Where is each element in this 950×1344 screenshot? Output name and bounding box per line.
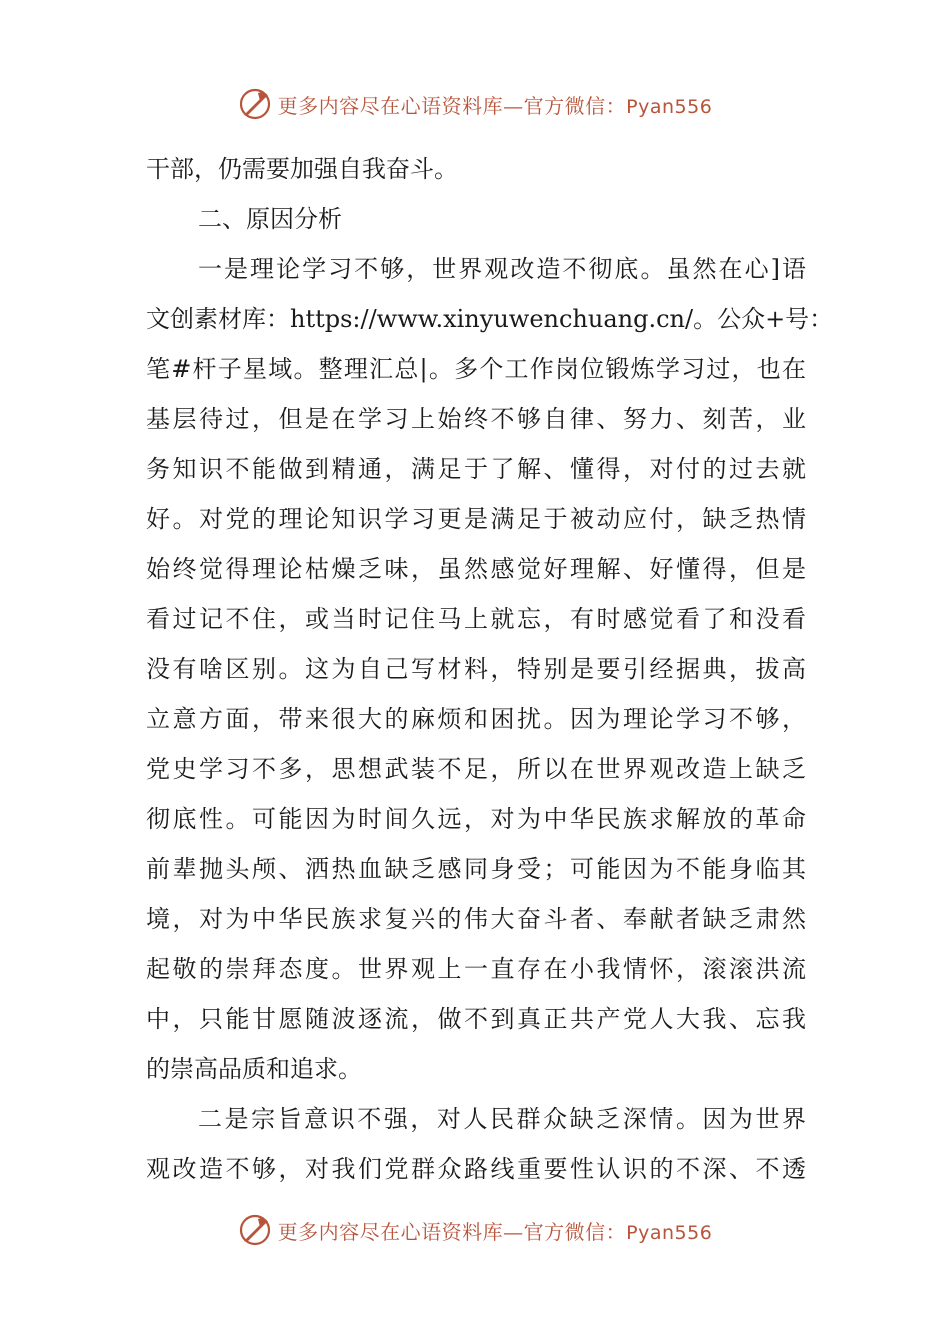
text-line: 党史学习不多，思想武装不足，所以在世界观改造上缺乏 [146, 755, 806, 783]
text-line: 干部，仍需要加强自我奋斗。 [146, 155, 458, 183]
text-line: 彻底性。可能因为时间久远，对为中华民族求解放的革命 [146, 805, 806, 833]
watermark-text [278, 90, 713, 119]
text-line: 文创素材库：https://www.xinyuwenchuang.cn/。公众+号： [146, 305, 834, 333]
text-line: 看过记不住，或当时记住马上就忘，有时感觉看了和没看 [146, 605, 806, 633]
text-line: 没有啥区别。这为自己写材料，特别是要引经据典，拔高 [146, 655, 806, 683]
text-line: 起敬的崇拜态度。世界观上一直存在小我情怀，滚滚洪流 [146, 955, 806, 983]
text-line: 中，只能甘愿随波逐流，做不到真正共产党人大我、忘我 [146, 1005, 806, 1033]
watermark-label: 更多内容尽在心语资料库—官方微信： [277, 1219, 627, 1244]
text-line: 一是理论学习不够，世界观改造不彻底。虽然在心]语 [198, 255, 806, 283]
text-line: 始终觉得理论枯燥乏味，虽然感觉好理解、好懂得，但是 [146, 555, 806, 583]
text-line: 笔#杆子星域。整理汇总|。多个工作岗位锻炼学习过，也在 [146, 355, 806, 383]
document-body [146, 144, 834, 1194]
text-line: 二是宗旨意识不强，对人民群众缺乏深情。因为世界 [198, 1105, 806, 1133]
header-watermark [0, 84, 950, 124]
text-line: 境，对为中华民族求复兴的伟大奋斗者、奉献者缺乏肃然 [146, 905, 806, 933]
section-heading: 二、原因分析 [198, 205, 342, 233]
text-line: 基层待过，但是在学习上始终不够自律、努力、刻苦，业 [146, 405, 806, 433]
watermark-label: 更多内容尽在心语资料库—官方微信： [277, 93, 627, 118]
quill-logo-icon [238, 1213, 272, 1247]
quill-logo-icon [238, 87, 272, 121]
text-line: 的崇高品质和追求。 [146, 1055, 362, 1083]
text-line: 好。对党的理论知识学习更是满足于被动应付，缺乏热情 [146, 505, 806, 533]
text-line: 前辈抛头颅、洒热血缺乏感同身受；可能因为不能身临其 [146, 855, 806, 883]
text-line: 立意方面，带来很大的麻烦和困扰。因为理论学习不够， [146, 705, 806, 733]
text-line: 观改造不够，对我们党群众路线重要性认识的不深、不透 [146, 1155, 806, 1183]
text-line: 务知识不能做到精通，满足于了解、懂得，对付的过去就 [146, 455, 806, 483]
footer-watermark [0, 1210, 950, 1250]
wechat-id: Pyan556 [626, 1221, 713, 1244]
wechat-id: Pyan556 [626, 95, 713, 118]
watermark-text [278, 1216, 713, 1245]
